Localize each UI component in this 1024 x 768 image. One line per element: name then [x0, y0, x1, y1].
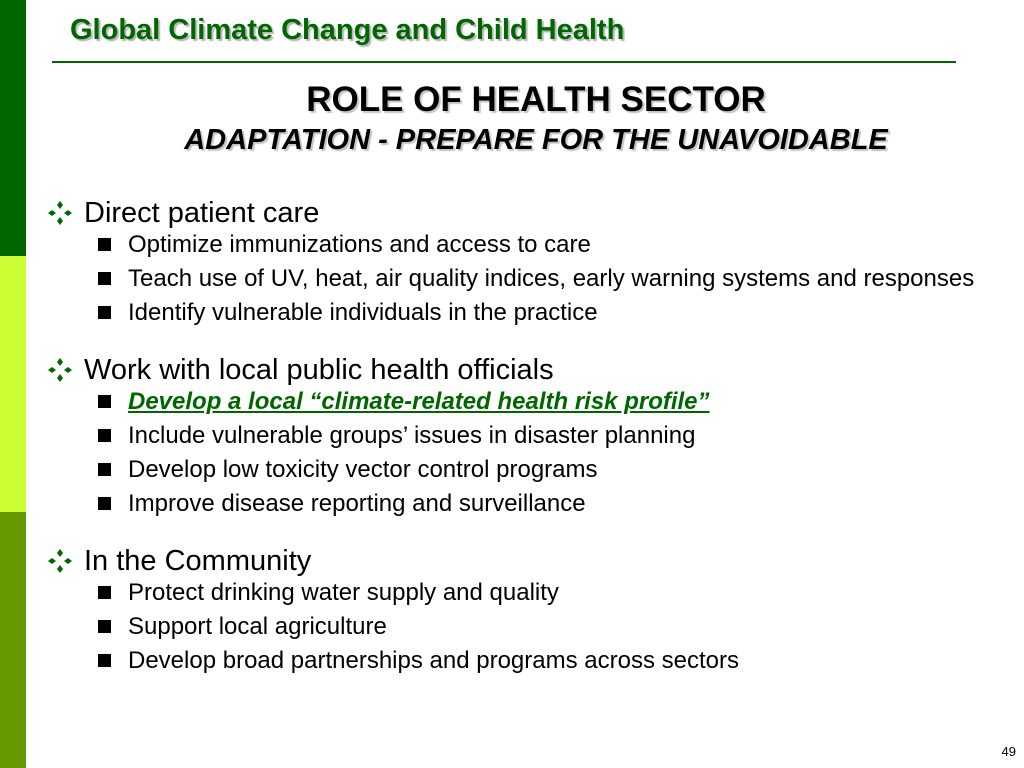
- section-label: Direct patient care: [84, 196, 320, 229]
- left-band-lime: [0, 256, 26, 512]
- item-list: [98, 389, 1008, 517]
- list-item-highlighted: [98, 389, 1008, 415]
- section-heading: [48, 194, 1008, 232]
- header-title: Global Climate Change and Child Health: [70, 14, 625, 46]
- list-item: [98, 457, 1008, 483]
- square-bullet-icon: [98, 395, 111, 408]
- list-item: [98, 266, 1008, 292]
- section-heading: [48, 542, 1008, 580]
- section-local-public-health: [48, 351, 1008, 517]
- square-bullet-icon: [98, 497, 111, 510]
- list-item: [98, 300, 1008, 326]
- page-number: 49: [1001, 744, 1016, 759]
- header-divider: [52, 61, 956, 63]
- section-label: Work with local public health officials: [84, 353, 554, 386]
- list-item-text: Develop broad partnerships and programs across sectors: [128, 647, 739, 674]
- list-item-text: Teach use of UV, heat, air quality indices, early warning systems and responses: [128, 265, 975, 292]
- four-diamond-bullet-icon: [48, 194, 84, 232]
- slide-subtitle: ADAPTATION - PREPARE FOR THE UNAVOIDABLE: [184, 124, 888, 156]
- list-item-text: Support local agriculture: [128, 613, 387, 640]
- list-item-text: Identify vulnerable individuals in the practice: [128, 299, 598, 326]
- section-label: In the Community: [84, 544, 312, 577]
- bullet-content: [48, 194, 1008, 699]
- item-list: [98, 232, 1008, 326]
- square-bullet-icon: [98, 463, 111, 476]
- item-list: [98, 580, 1008, 674]
- square-bullet-icon: [98, 429, 111, 442]
- list-item-text: Develop a local “climate-related health risk profile”: [128, 388, 710, 415]
- square-bullet-icon: [98, 620, 111, 633]
- list-item: [98, 491, 1008, 517]
- list-item-text: Include vulnerable groups’ issues in disaster planning: [128, 422, 696, 449]
- list-item-text: Protect drinking water supply and quality: [128, 579, 559, 606]
- list-item-text: Optimize immunizations and access to care: [128, 231, 591, 258]
- list-item: [98, 423, 1008, 449]
- left-band-olive: [0, 512, 26, 768]
- square-bullet-icon: [98, 654, 111, 667]
- list-item-text: Develop low toxicity vector control programs: [128, 456, 598, 483]
- square-bullet-icon: [98, 586, 111, 599]
- square-bullet-icon: [98, 306, 111, 319]
- four-diamond-bullet-icon: [48, 351, 84, 389]
- list-item: [98, 648, 1008, 674]
- section-heading: [48, 351, 1008, 389]
- square-bullet-icon: [98, 272, 111, 285]
- list-item: [98, 232, 1008, 258]
- list-item-text: Improve disease reporting and surveillance: [128, 490, 586, 517]
- list-item: [98, 614, 1008, 640]
- section-community: [48, 542, 1008, 674]
- list-item: [98, 580, 1008, 606]
- left-band-dark-green: [0, 0, 26, 256]
- four-diamond-bullet-icon: [48, 542, 84, 580]
- square-bullet-icon: [98, 238, 111, 251]
- section-direct-patient-care: [48, 194, 1008, 326]
- slide-title: ROLE OF HEALTH SECTOR: [306, 80, 766, 119]
